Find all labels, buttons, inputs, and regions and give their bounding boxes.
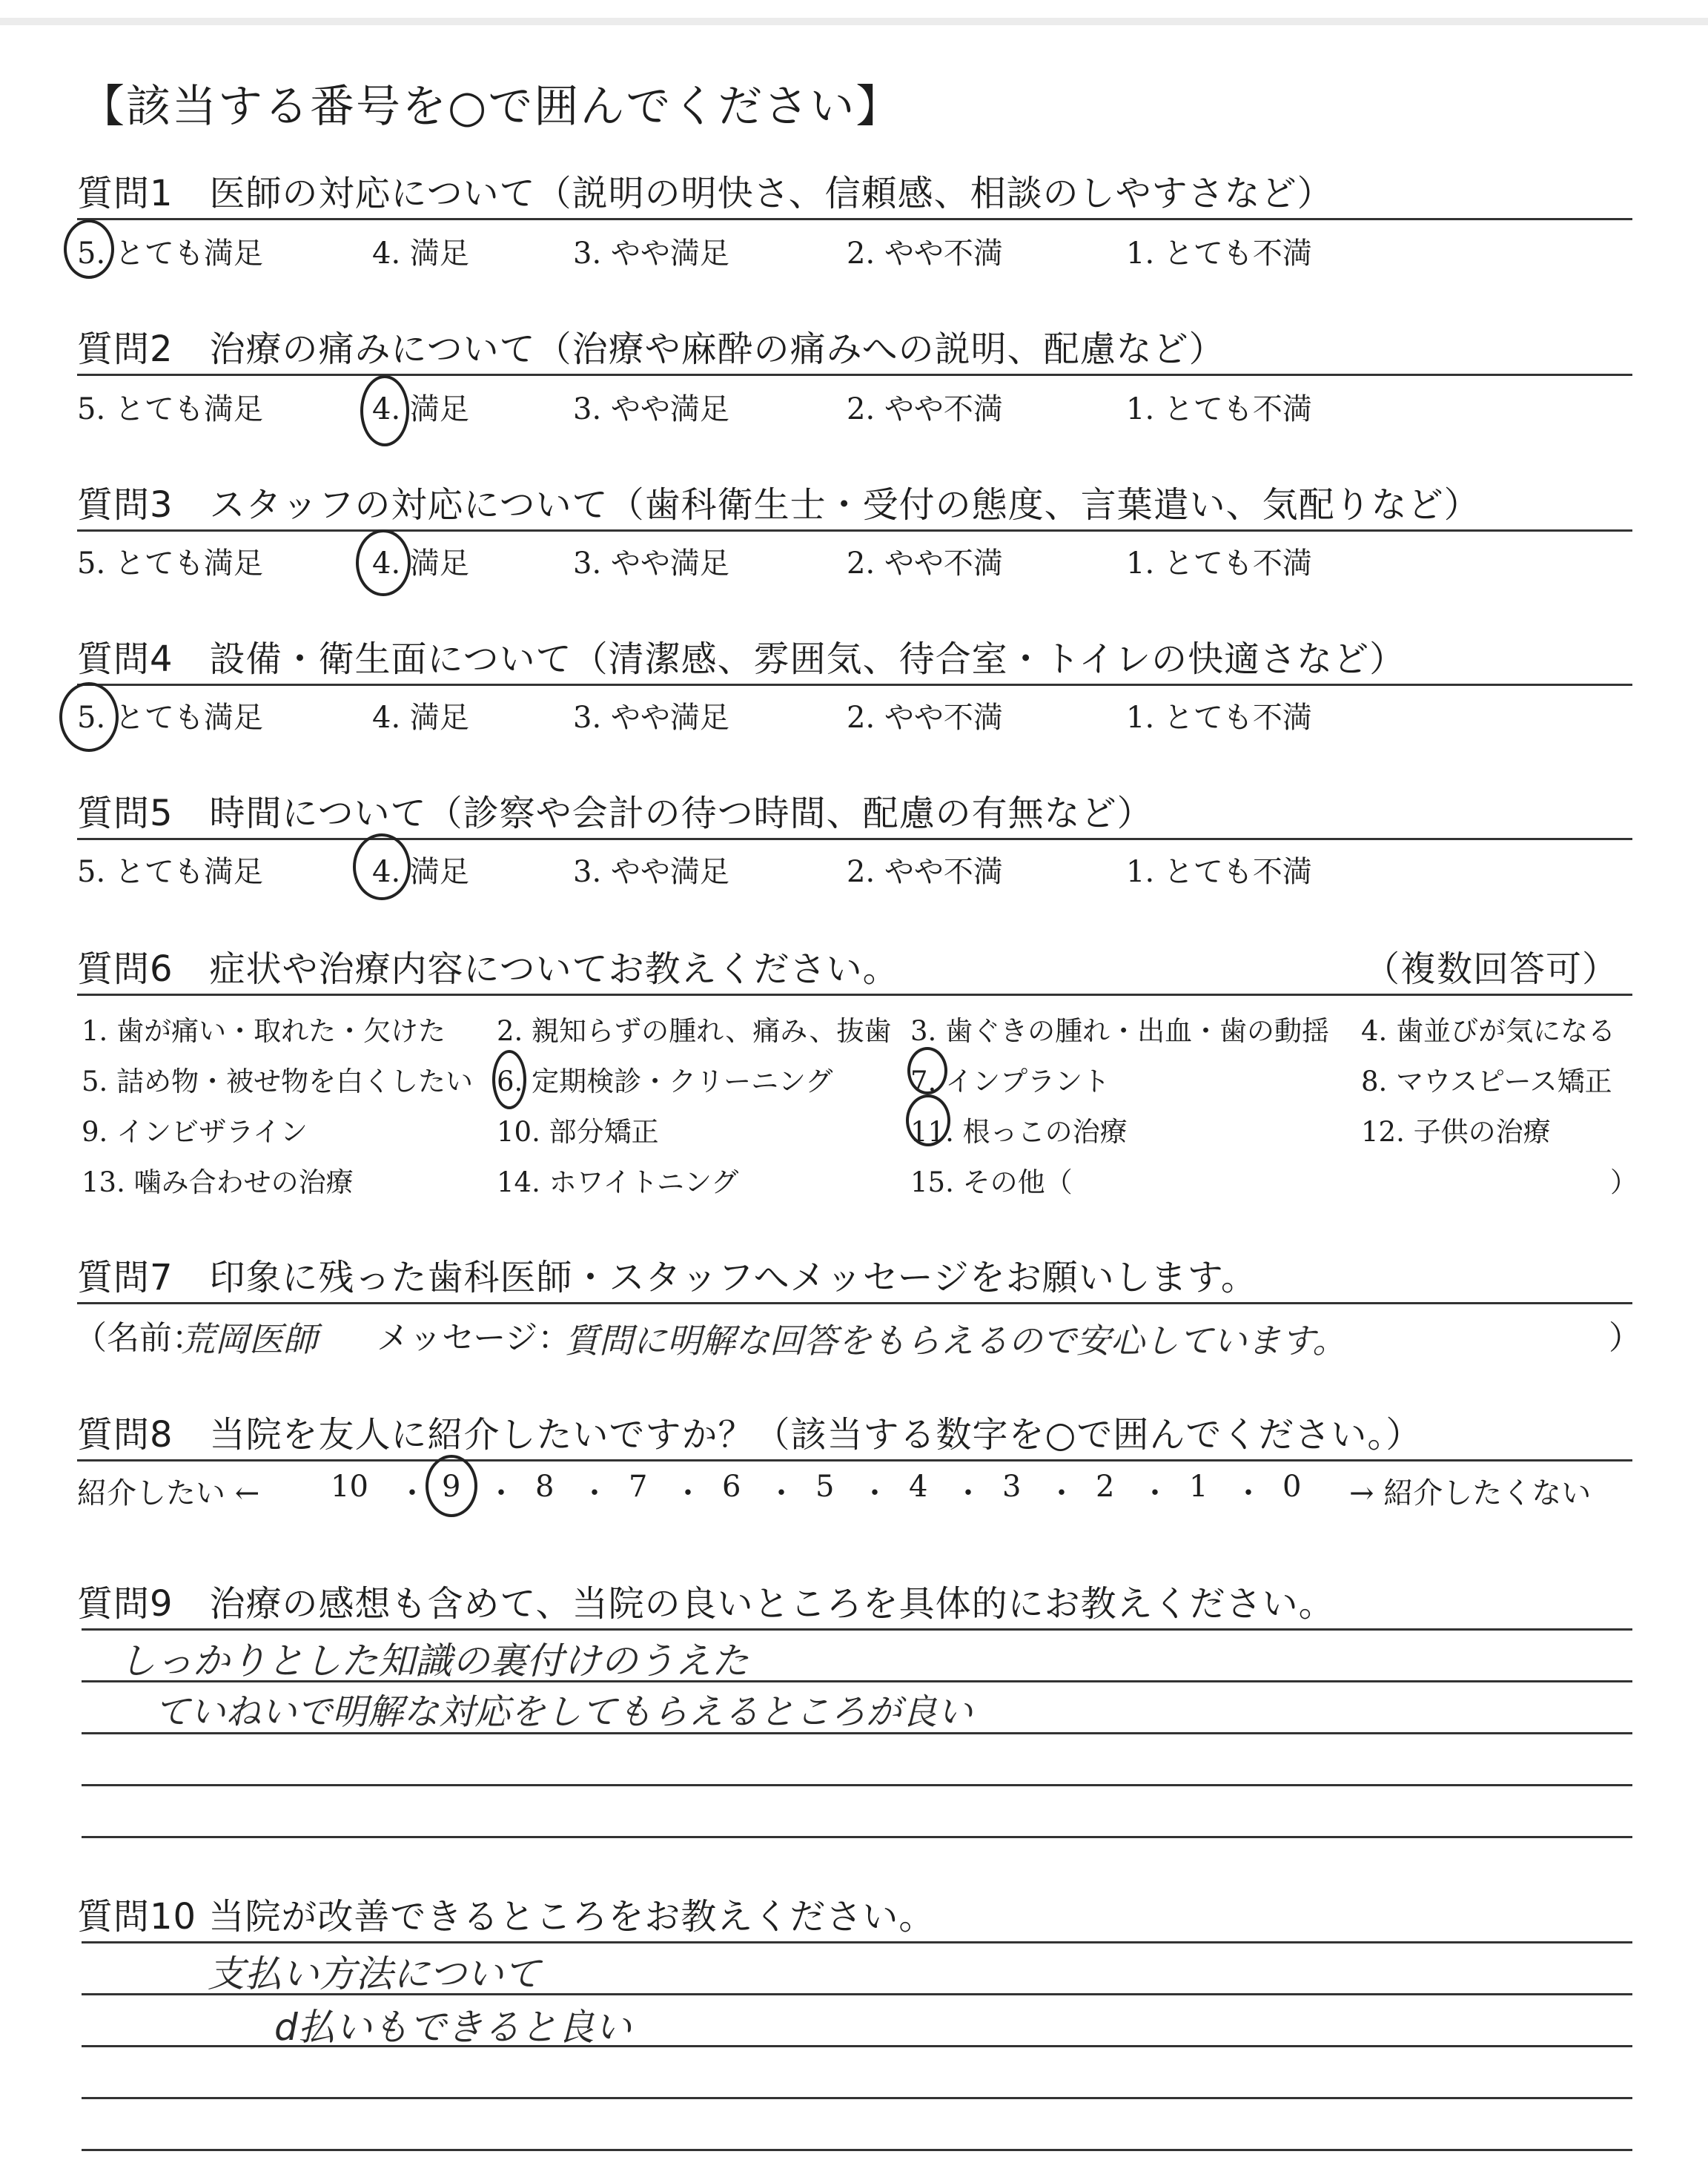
q4-option-1[interactable]: 1. とても不満 — [1126, 701, 1312, 735]
question-3-rule — [77, 529, 1632, 532]
question-2-rule — [77, 374, 1632, 376]
q2-option-2[interactable]: 2. やや不満 — [847, 392, 1003, 426]
question-7-rule — [77, 1302, 1632, 1304]
q6-option-13[interactable]: 13. 噛み合わせの治療 — [82, 1166, 354, 1198]
q8-right-label: → 紹介したくない — [1349, 1476, 1592, 1510]
q5-option-3[interactable]: 3. やや満足 — [573, 855, 729, 889]
q6-option-14[interactable]: 14. ホワイトニング — [497, 1166, 739, 1198]
q8-dot: ・ — [1047, 1476, 1076, 1510]
q10-answer-line-1[interactable]: 支払い方法について — [208, 1952, 540, 1995]
q5-option-4[interactable]: 4. 満足 — [372, 855, 469, 889]
q4-option-5[interactable]: 5. とても満足 — [77, 701, 263, 735]
question-1-label: 質問1 医師の対応について（説明の明快さ、信頼感、相談のしやすさなど） — [77, 173, 1334, 214]
q5-selection-circle — [353, 833, 411, 900]
q1-option-5[interactable]: 5. とても満足 — [77, 237, 263, 271]
q1-option-2[interactable]: 2. やや不満 — [847, 237, 1003, 271]
q6-option-3[interactable]: 3. 歯ぐきの腫れ・出血・歯の動揺 — [910, 1015, 1330, 1047]
q2-option-1[interactable]: 1. とても不満 — [1126, 392, 1312, 426]
q6-selection-circle-11 — [906, 1094, 950, 1146]
q8-scale-9[interactable]: 9 — [442, 1470, 461, 1504]
q3-selection-circle — [356, 529, 411, 596]
question-1-rule — [77, 218, 1632, 220]
q8-scale-0[interactable]: 0 — [1282, 1470, 1302, 1504]
question-3-label: 質問3 スタッフの対応について（歯科衛生士・受付の態度、言葉遣い、気配りなど） — [77, 484, 1480, 526]
q6-selection-circle-7 — [907, 1047, 947, 1094]
q4-option-4[interactable]: 4. 満足 — [372, 701, 469, 735]
q9-answer-line-1[interactable]: しっかりとした知識の裏付けのうえた — [119, 1639, 749, 1682]
q4-option-3[interactable]: 3. やや満足 — [573, 701, 729, 735]
q9-writing-line — [82, 1628, 1632, 1631]
q6-option-8[interactable]: 8. マウスピース矯正 — [1361, 1066, 1612, 1097]
q9-writing-line — [82, 1836, 1632, 1838]
q6-option-7[interactable]: 7. インプラント — [910, 1066, 1110, 1097]
q8-scale-7[interactable]: 7 — [629, 1470, 648, 1504]
question-6-label: 質問6 症状や治療内容についてお教えください。 — [77, 948, 899, 990]
q8-selection-circle — [426, 1455, 477, 1517]
q2-option-3[interactable]: 3. やや満足 — [573, 392, 729, 426]
question-5-label: 質問5 時間について（診察や会計の待つ時間、配慮の有無など） — [77, 793, 1153, 834]
question-2-label: 質問2 治療の痛みについて（治療や麻酔の痛みへの説明、配慮など） — [77, 328, 1225, 370]
q9-answer-line-2[interactable]: ていねいで明解な対応をしてもらえるところが良い — [154, 1691, 973, 1733]
question-9-label: 質問9 治療の感想も含めて、当院の良いところを具体的にお教えください。 — [77, 1583, 1335, 1625]
q8-dot: ・ — [1140, 1476, 1170, 1510]
q5-option-5[interactable]: 5. とても満足 — [77, 855, 263, 889]
q3-option-5[interactable]: 5. とても満足 — [77, 546, 263, 581]
q6-option-4[interactable]: 4. 歯並びが気になる — [1361, 1015, 1616, 1047]
q8-dot: ・ — [397, 1476, 427, 1510]
q1-option-3[interactable]: 3. やや満足 — [573, 237, 729, 271]
q4-option-2[interactable]: 2. やや不満 — [847, 701, 1003, 735]
q8-scale-10[interactable]: 10 — [331, 1470, 368, 1504]
top-edge-rule — [0, 18, 1708, 25]
q8-dot: ・ — [486, 1476, 516, 1510]
q5-option-1[interactable]: 1. とても不満 — [1126, 855, 1312, 889]
q8-scale-5[interactable]: 5 — [815, 1470, 835, 1504]
q7-message-value[interactable]: 質問に明解な回答をもらえるので安心しています。 — [565, 1321, 1347, 1361]
q8-dot: ・ — [767, 1476, 796, 1510]
q10-writing-line — [82, 2149, 1632, 2151]
q6-option-2[interactable]: 2. 親知らずの腫れ、痛み、抜歯 — [497, 1015, 892, 1047]
q1-option-1[interactable]: 1. とても不満 — [1126, 237, 1312, 271]
q10-writing-line — [82, 1941, 1632, 1943]
q6-option-1[interactable]: 1. 歯が痛い・取れた・欠けた — [82, 1015, 446, 1047]
q3-option-1[interactable]: 1. とても不満 — [1126, 546, 1312, 581]
q8-dot: ・ — [953, 1476, 983, 1510]
q8-dot: ・ — [860, 1476, 890, 1510]
q5-option-2[interactable]: 2. やや不満 — [847, 855, 1003, 889]
question-6-rule — [77, 994, 1632, 996]
q2-option-5[interactable]: 5. とても満足 — [77, 392, 263, 426]
q6-option-15-close: ） — [1610, 1166, 1638, 1198]
q6-option-9[interactable]: 9. インビザライン — [82, 1116, 308, 1148]
q7-name-label: （名前： — [74, 1319, 205, 1357]
q6-selection-circle-6 — [492, 1050, 526, 1109]
q3-option-4[interactable]: 4. 満足 — [372, 546, 469, 581]
q8-scale-6[interactable]: 6 — [722, 1470, 741, 1504]
q3-option-2[interactable]: 2. やや不満 — [847, 546, 1003, 581]
question-4-label: 質問4 設備・衛生面について（清潔感、雰囲気、待合室・トイレの快適さなど） — [77, 638, 1406, 680]
question-8-rule — [77, 1459, 1632, 1462]
q8-scale-2[interactable]: 2 — [1096, 1470, 1115, 1504]
q8-scale-3[interactable]: 3 — [1002, 1470, 1022, 1504]
question-4-rule — [77, 684, 1632, 686]
q6-option-5[interactable]: 5. 詰め物・被せ物を白くしたい — [82, 1066, 474, 1097]
q2-selection-circle — [360, 375, 409, 446]
question-5-rule — [77, 838, 1632, 840]
q1-option-4[interactable]: 4. 満足 — [372, 237, 469, 271]
q4-selection-circle — [59, 682, 119, 752]
q8-scale-1[interactable]: 1 — [1189, 1470, 1208, 1504]
q1-selection-circle — [64, 219, 114, 279]
q6-option-12[interactable]: 12. 子供の治療 — [1361, 1116, 1551, 1148]
question-8-label: 質問8 当院を友人に紹介したいですか？（該当する数字を○で囲んでください。） — [77, 1414, 1423, 1456]
q8-scale-4[interactable]: 4 — [909, 1470, 928, 1504]
q7-message-label: メッセージ： — [377, 1319, 571, 1357]
q8-dot: ・ — [1234, 1476, 1263, 1510]
question-6-note: （複数回答可） — [1364, 948, 1619, 990]
q8-scale-8[interactable]: 8 — [535, 1470, 555, 1504]
q2-option-4[interactable]: 4. 満足 — [372, 392, 469, 426]
q3-option-3[interactable]: 3. やや満足 — [573, 546, 729, 581]
q8-dot: ・ — [673, 1476, 703, 1510]
q8-left-label: 紹介したい ← — [77, 1476, 260, 1510]
q7-name-value[interactable]: 荒岡医師 — [181, 1319, 317, 1359]
question-10-label: 質問10 当院が改善できるところをお教えください。 — [77, 1896, 936, 1938]
q10-writing-line — [82, 2097, 1632, 2099]
q6-option-11[interactable]: 11. 根っこの治療 — [910, 1116, 1128, 1148]
q9-writing-line — [82, 1784, 1632, 1786]
q6-option-6[interactable]: 6. 定期検診・クリーニング — [497, 1066, 833, 1097]
q8-dot: ・ — [580, 1476, 609, 1510]
q6-option-10[interactable]: 10. 部分矯正 — [497, 1116, 659, 1148]
q7-close-paren: ） — [1609, 1319, 1641, 1357]
question-7-label: 質問7 印象に残った歯科医師・スタッフへメッセージをお願いします。 — [77, 1257, 1257, 1298]
q6-option-15-other[interactable]: 15. その他（ — [910, 1166, 1073, 1198]
q10-answer-line-2[interactable]: d払いもできると良い — [274, 2006, 632, 2049]
form-instructions-title: 【該当する番号を○で囲んでください】 — [80, 81, 902, 133]
